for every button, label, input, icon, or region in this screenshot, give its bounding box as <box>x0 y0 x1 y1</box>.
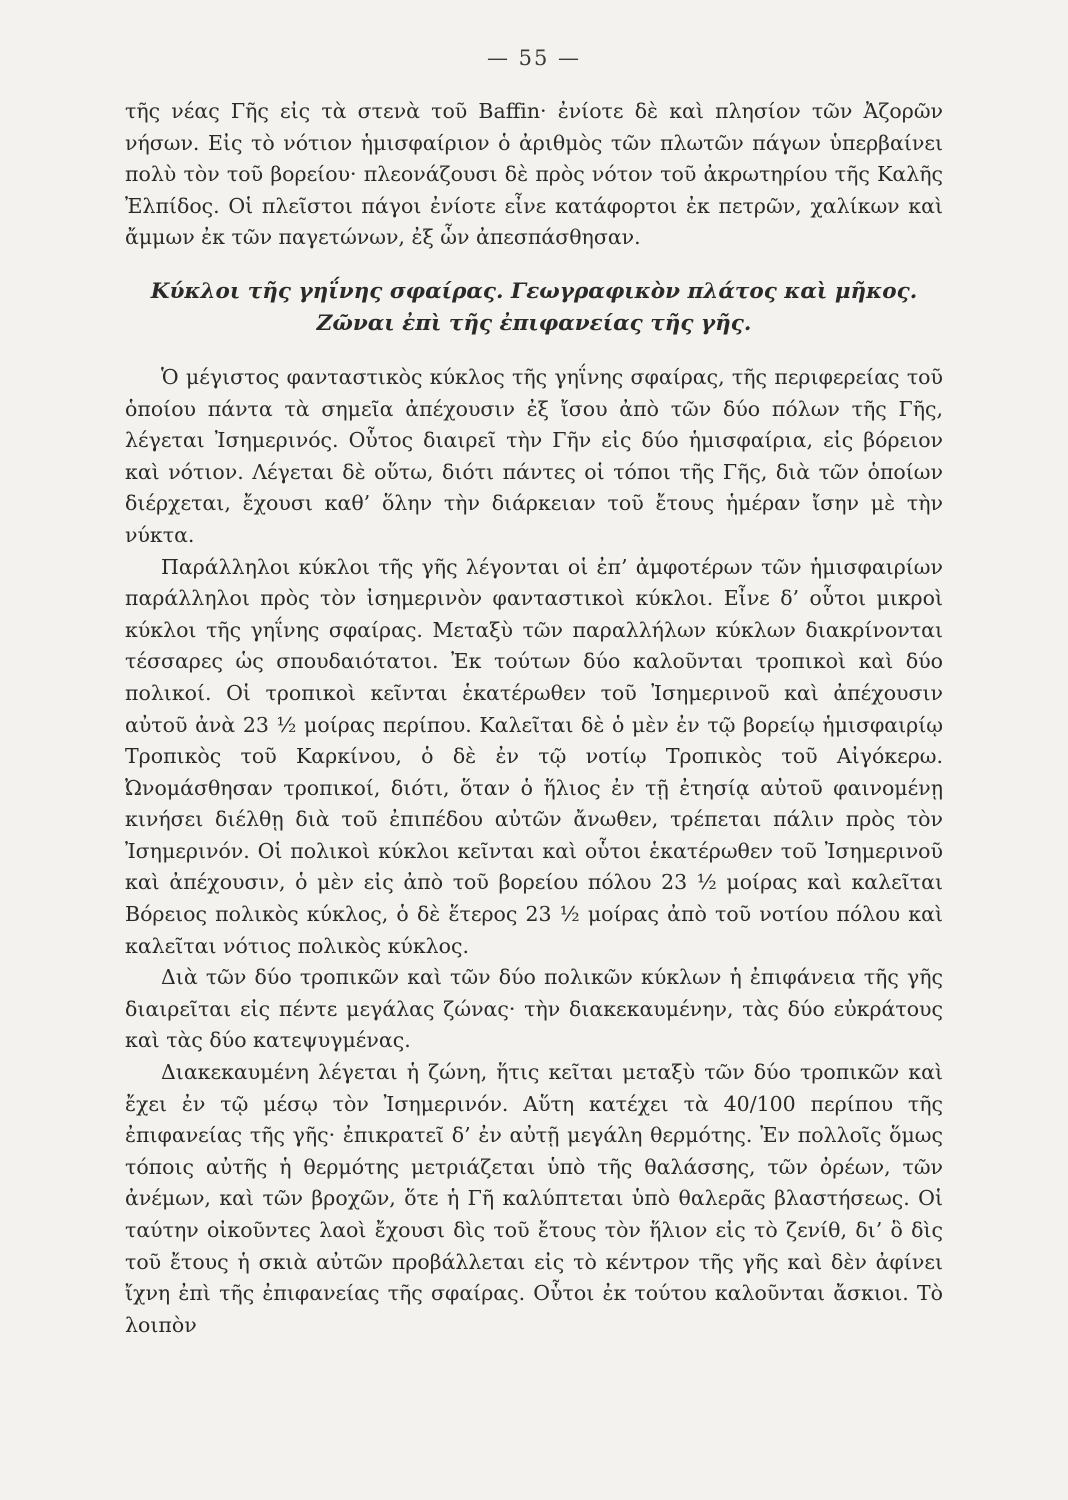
paragraph-equator: Ὁ μέγιστος φανταστικὸς κύκλος τῆς γηΐνης σφαίρας, τῆς περιφερείας τοῦ ὁποίου πάντα τὰ σημεῖα ἀπέχουσιν ἐξ ἴσου ἀπὸ τῶν δύο πόλων τῆς Γῆς, λέγεται Ἰσημερινός. Οὗτος διαιρεῖ τὴν Γῆν εἰς δύο ἡμισφαίρια, εἰς βόρειον καὶ νότιον. Λέγεται δὲ οὕτω, διότι πάντες οἱ τόποι τῆς Γῆς, διὰ τῶν ὁποίων διέρχεται, ἔχουσι καθ’ ὅλην τὴν διάρκειαν τοῦ ἔτους ἡμέραν ἴσην μὲ τὴν νύκτα. <box>125 364 943 547</box>
section-title-line-1: Κύκλοι τῆς γηΐνης σφαίρας. Γεωγραφικὸν πλάτος καὶ μῆκος. <box>150 278 918 304</box>
paragraph-parallels: Παράλληλοι κύκλοι τῆς γῆς λέγονται οἱ ἐπ’ ἀμφοτέρων τῶν ἡμισφαιρίων παράλληλοι πρὸς τὸν ἰσημερινὸν φανταστικοὶ κύκλοι. Εἶνε δ’ οὗτοι μικροὶ κύκλοι τῆς γηΐνης σφαίρας. Μεταξὺ τῶν παραλλήλων κύκλων διακρίνονται τέσσαρες ὡς σπουδαιότατοι. Ἐκ τούτων δύο καλοῦνται τροπικοὶ καὶ δύο πολικοί. Οἱ τροπικοὶ κεῖνται ἑκατέρωθεν τοῦ Ἰσημερινοῦ καὶ ἀπέχουσιν αὐτοῦ ἀνὰ 23 ½ μοίρας περίπου. Καλεῖται δὲ ὁ μὲν ἐν τῷ βορείῳ ἡμισφαιρίῳ Τροπικὸς τοῦ Καρκίνου, ὁ δὲ ἐν τῷ νοτίῳ Τροπικὸς τοῦ Αἰγόκερω. Ὠνομάσθησαν τροπικοί, διότι, ὅταν ὁ ἥλιος ἐν τῇ ἐτησίᾳ αὐτοῦ φαινομένῃ κινήσει διέλθῃ διὰ τοῦ ἐπιπέδου αὐτῶν ἄνωθεν, τρέπεται πάλιν πρὸς τὸν Ἰσημερινόν. Οἱ πολικοὶ κύκλοι κεῖνται καὶ οὗτοι ἑκατέρωθεν τοῦ Ἰσημερινοῦ καὶ ἀπέχουσιν, ὁ μὲν εἰς ἀπὸ τοῦ βορείου πόλου 23 ½ μοίρας καὶ καλεῖται Βόρειος πολικὸς κύκλος, ὁ δὲ ἕτερος 23 ½ μοίρας ἀπὸ τοῦ νοτίου πόλου καὶ καλεῖται νότιος πολικὸς κύκλος. <box>125 554 943 958</box>
paragraph-icebergs: τῆς νέας Γῆς εἰς τὰ στενὰ τοῦ Baffin· ἐνίοτε δὲ καὶ πλησίον τῶν Ἀζορῶν νήσων. Εἰς τὸ νότιον ἡμισφαίριον ὁ ἀριθμὸς τῶν πλωτῶν πάγων ὑπερβαίνει πολὺ τὸν τοῦ βορείου· πλεονάζουσι δὲ πρὸς νότον τοῦ ἀκρωτηρίου τῆς Καλῆς Ἐλπίδος. Οἱ πλεῖστοι πάγοι ἐνίοτε εἶνε κατάφορτοι ἐκ πετρῶν, χαλίκων καὶ ἄμμων ἐκ τῶν παγετώνων, ἐξ ὧν ἀπεσπάσθησαν. <box>125 99 943 250</box>
section-title-line-2: Ζῶναι ἐπὶ τῆς ἐπιφανείας τῆς γῆς. <box>316 310 752 336</box>
paragraph-torrid-zone: Διακεκαυμένη λέγεται ἡ ζώνη, ἥτις κεῖται μεταξὺ τῶν δύο τροπικῶν καὶ ἔχει ἐν τῷ μέσῳ τὸν Ἰσημερινόν. Αὕτη κατέχει τὰ 40/100 περίπου τῆς ἐπιφανείας τῆς γῆς· ἐπικρατεῖ δ’ ἐν αὐτῇ μεγάλη θερμότης. Ἐν πολλοῖς ὅμως τόποις αὐτῆς ἡ θερμότης μετριάζεται ὑπὸ τῆς θαλάσσης, τῶν ὀρέων, τῶν ἀνέμων, καὶ τῶν βροχῶν, ὅτε ἡ Γῆ καλύπτεται ὑπὸ θαλερᾶς βλαστήσεως. Οἱ ταύτην οἰκοῦντες λαοὶ ἔχουσι δὶς τοῦ ἔτους τὸν ἥλιον εἰς τὸ ζενίθ, δι’ ὃ δὶς τοῦ ἔτους ἡ σκιὰ αὐτῶν προβάλλεται εἰς τὸ κέντρον τῆς γῆς καὶ δὲν ἀφίνει ἴχνη ἐπὶ τῆς ἐπιφανείας τῆς σφαίρας. Οὗτοι ἐκ τούτου καλοῦνται ἄσκιοι. Τὸ λοιπὸν <box>125 1060 943 1337</box>
paragraph-zones: Διὰ τῶν δύο τροπικῶν καὶ τῶν δύο πολικῶν κύκλων ἡ ἐπιφάνεια τῆς γῆς διαιρεῖται εἰς πέντε μεγάλας ζώνας· τὴν διακεκαυμένην, τὰς δύο εὐκράτους καὶ τὰς δύο κατεψυγμένας. <box>125 965 943 1053</box>
page-number: — 55 — <box>486 46 582 70</box>
section-title <box>125 276 943 340</box>
